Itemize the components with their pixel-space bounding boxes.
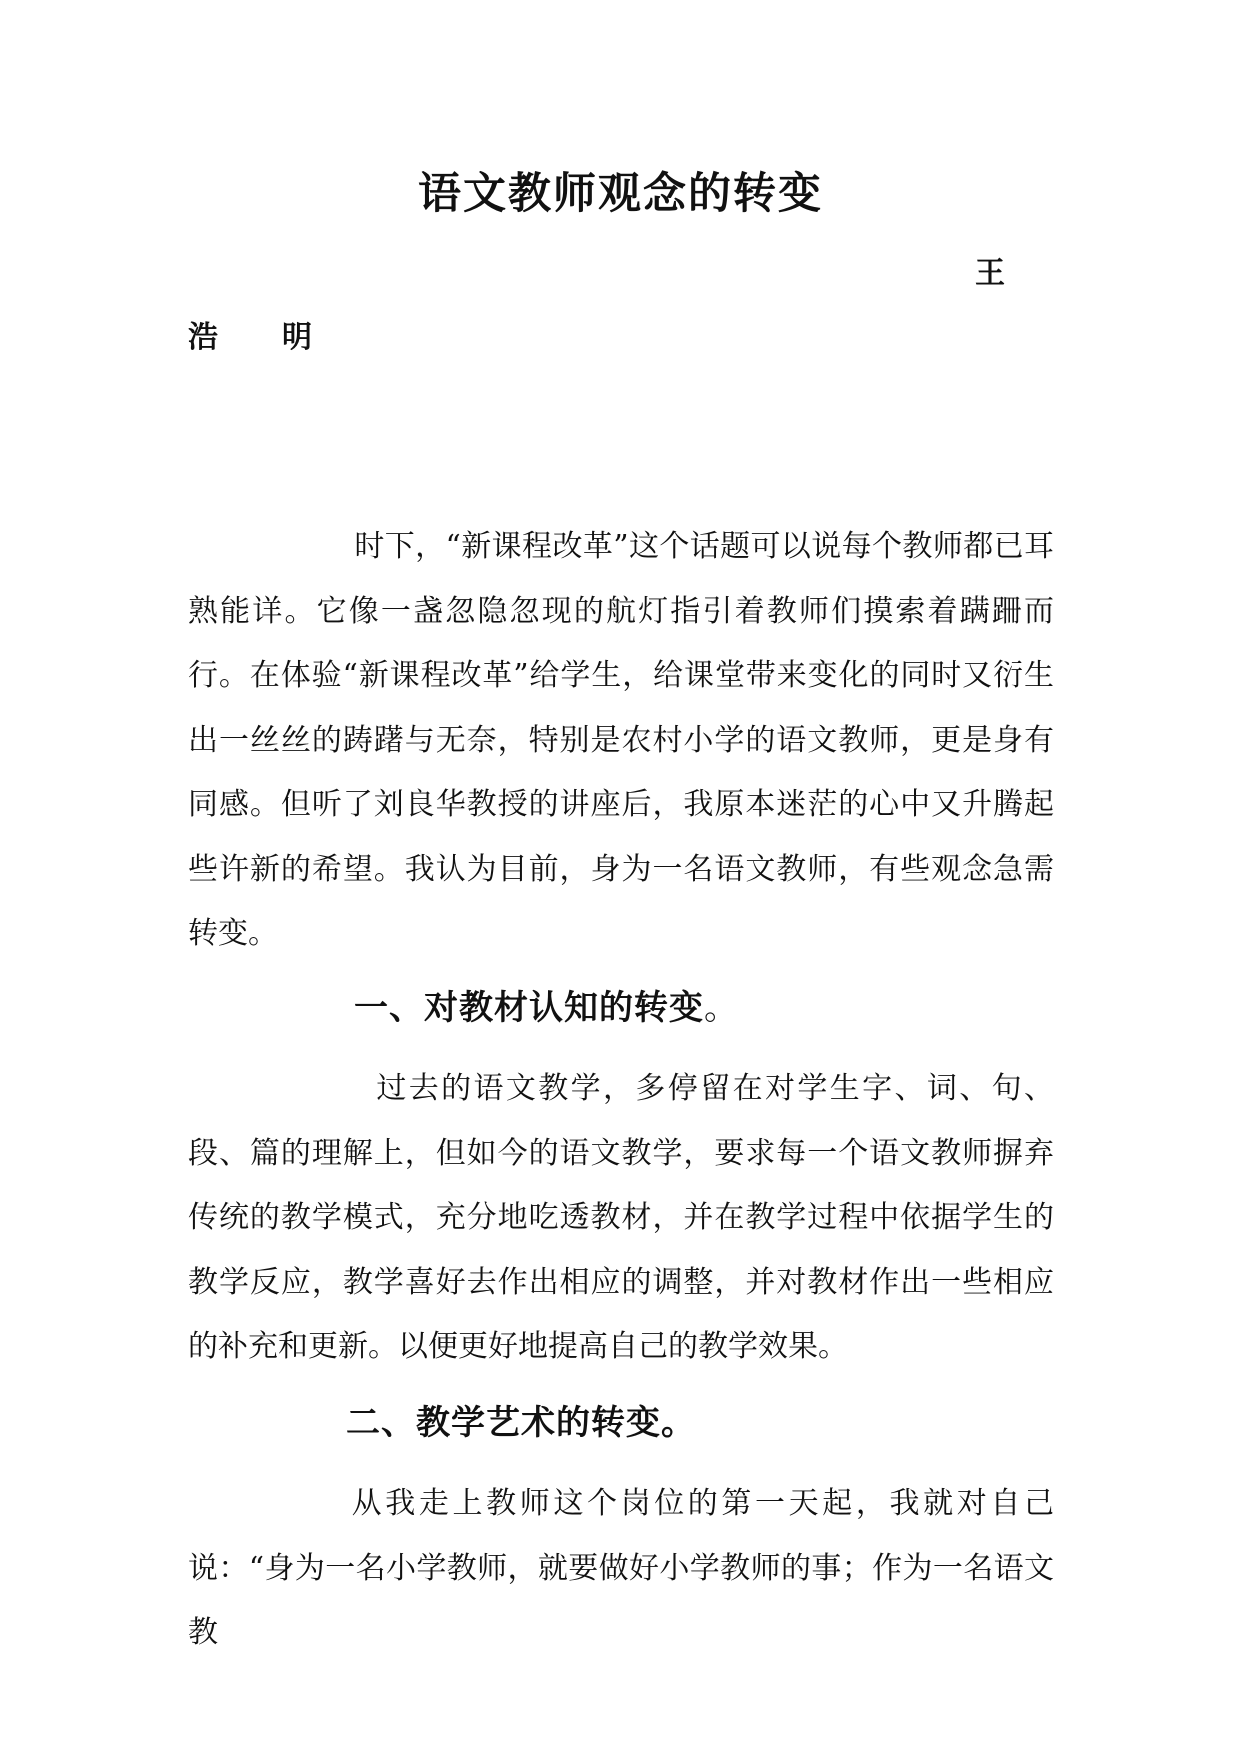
author-name-char-hao: 浩 xyxy=(188,320,218,355)
section-heading-2: 二、教学艺术的转变。 xyxy=(346,1403,696,1443)
document-title: 语文教师观念的转变 xyxy=(418,169,823,219)
paragraph-teaching-art xyxy=(188,1472,1054,1666)
paragraph-textbook-text: 过去的语文教学，多停留在对学生字、词、句、段、篇的理解上，但如今的语文教学，要求每一个语文教师摒弃传统的教学模式，充分地吃透教材，并在教学过程中依据学生的教学反应，教学喜好去作出相应的调整，并对教材作出一些相应的补充和更新。以便更好地提高自己的教学效果。 xyxy=(188,1071,1054,1364)
paragraph-textbook xyxy=(188,1057,1054,1380)
section-heading-1-text: 一、对教材认知的转变 xyxy=(354,988,704,1028)
paragraph-intro-text: 时下，“新课程改革”这个话题可以说每个教师都已耳熟能详。它像一盏忽隐忽现的航灯指引着教师们摸索着蹒跚而行。在体验“新课程改革”给学生，给课堂带来变化的同时又衍生出一丝丝的踌躇与无奈，特别是农村小学的语文教师，更是身有同感。但听了刘良华教授的讲座后，我原本迷茫的心中又升腾起些许新的希望。我认为目前，身为一名语文教师，有些观念急需转变。 xyxy=(188,529,1054,951)
paragraph-teaching-art-text: 从我走上教师这个岗位的第一天起，我就对自己说：“身为一名小学教师，就要做好小学教师的事；作为一名语文教 xyxy=(188,1486,1054,1650)
author-name-part2 xyxy=(188,318,312,358)
paragraph-intro xyxy=(188,515,1054,967)
author-name-char-ming: 明 xyxy=(282,320,312,355)
section-heading-1-tail: 。 xyxy=(704,988,739,1028)
author-name-part1: 王 xyxy=(975,256,1005,291)
section-heading-1 xyxy=(354,983,739,1033)
